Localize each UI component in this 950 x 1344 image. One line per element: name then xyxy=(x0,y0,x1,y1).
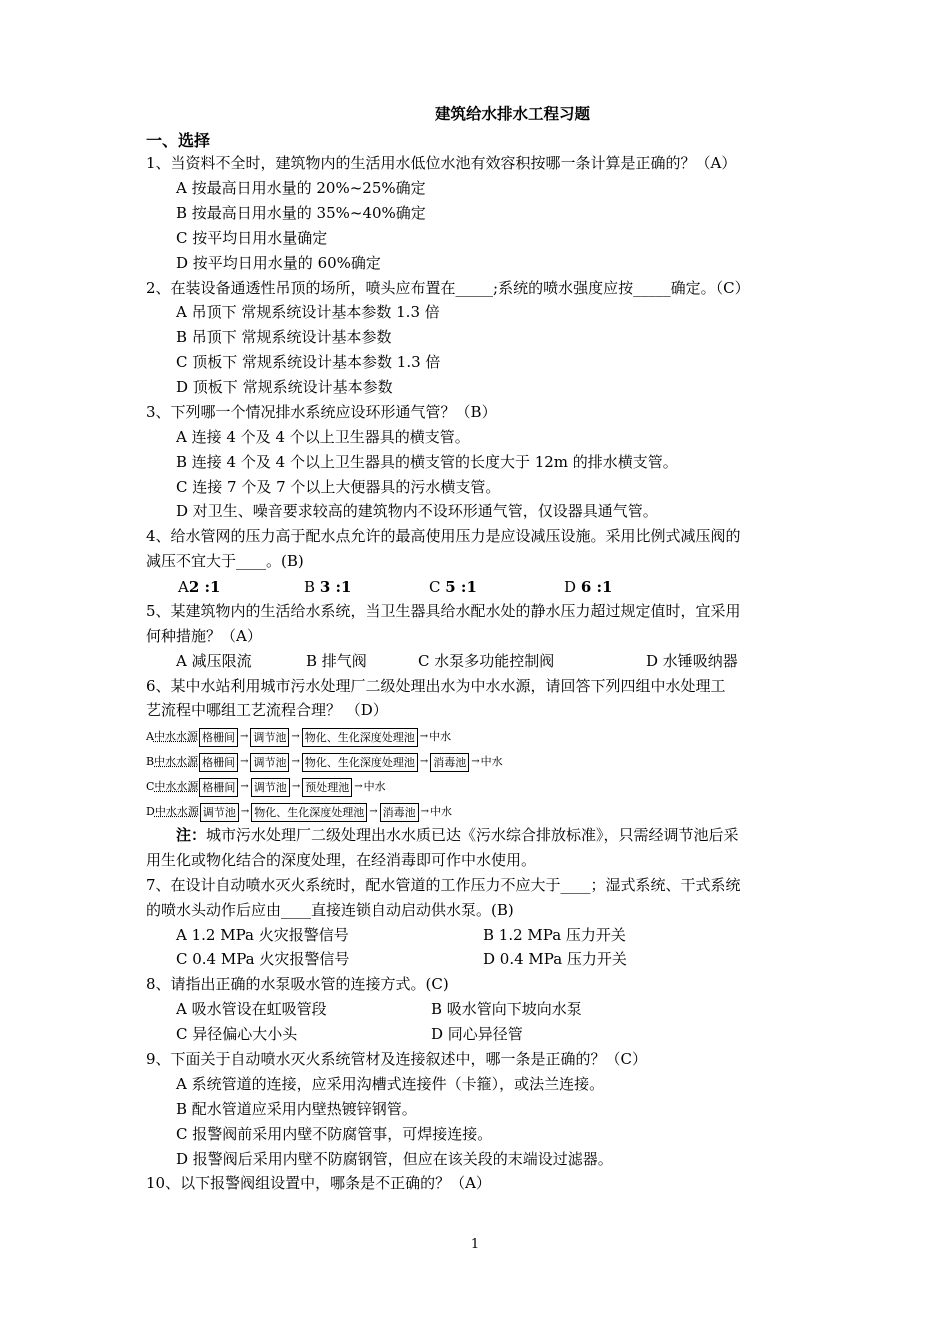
page-title: 建筑给水排水工程习题 xyxy=(434,104,590,123)
question-5-stem-line-2: 何种措施？（A） xyxy=(146,627,262,645)
flow-step: 调节池 xyxy=(250,728,289,747)
question-9-option-c: C 报警阀前采用内壁不防腐管事，可焊接连接。 xyxy=(176,1125,493,1143)
question-1-option-d: D 按平均日用水量的 60%确定 xyxy=(176,254,381,272)
question-10-stem: 10、以下报警阀组设置中，哪条是不正确的？（A） xyxy=(146,1174,491,1192)
question-2-stem: 2、在装设备通透性吊顶的场所，喷头应布置在_____;系统的喷水强度应按_____确定。（C） xyxy=(146,279,750,297)
arrow-icon: → xyxy=(419,731,429,742)
question-6-note-line-2: 用生化或物化结合的深度处理，在经消毒即可作中水使用。 xyxy=(146,851,537,869)
flow-label: A xyxy=(146,730,154,743)
arrow-icon: → xyxy=(240,756,249,767)
question-2-option-d: D 顶板下 常规系统设计基本参数 xyxy=(176,378,393,396)
question-9-option-a: A 系统管道的连接，应采用沟槽式连接件（卡箍），或法兰连接。 xyxy=(176,1075,605,1093)
flow-source: 中水水源 xyxy=(154,805,199,818)
question-2-option-b: B 吊顶下 常规系统设计基本参数 xyxy=(176,328,392,346)
question-1-option-b: B 按最高日用水量的 35%~40%确定 xyxy=(176,204,426,222)
flow-source: 中水水源 xyxy=(154,780,199,793)
flow-output: 中水 xyxy=(430,805,452,818)
section-heading: 一、选择 xyxy=(146,131,211,150)
arrow-icon: → xyxy=(419,756,429,767)
arrow-icon: → xyxy=(291,731,300,742)
flow-output: 中水 xyxy=(363,780,386,793)
flow-step: 预处理池 xyxy=(302,778,352,797)
arrow-icon: → xyxy=(291,756,300,767)
question-7-option-d: D 0.4 MPa 压力开关 xyxy=(483,950,627,968)
question-3-option-c: C 连接 7 个及 7 个以上大便器具的污水横支管。 xyxy=(176,478,501,496)
flow-output: 中水 xyxy=(480,755,503,768)
question-6-stem-line-2: 艺流程中哪组工艺流程合理？ （D） xyxy=(146,701,388,719)
question-3-option-a: A 连接 4 个及 4 个以上卫生器具的横支管。 xyxy=(176,428,470,446)
flow-step: 格栅间 xyxy=(199,728,238,747)
flow-step: 物化、生化深度处理池 xyxy=(302,728,418,747)
flow-step: 调节池 xyxy=(250,753,289,772)
question-4-option-b: B 3 :1 xyxy=(304,578,352,596)
question-1-option-c: C 按平均日用水量确定 xyxy=(176,229,328,247)
page-number: 1 xyxy=(470,1237,480,1252)
arrow-icon: → xyxy=(240,806,250,817)
arrow-icon: → xyxy=(239,731,249,742)
question-6-note-line-1 xyxy=(176,825,844,845)
flow-option-a xyxy=(146,726,451,748)
question-8-option-d: D 同心异径管 xyxy=(431,1025,523,1043)
question-7-option-c: C 0.4 MPa 火灾报警信号 xyxy=(176,950,350,968)
question-4-option-a: A2 :1 xyxy=(178,578,221,596)
question-2-option-c: C 顶板下 常规系统设计基本参数 1.3 倍 xyxy=(176,353,441,371)
question-4-option-c: C 5 :1 xyxy=(429,578,477,596)
question-1-option-a: A 按最高日用水量的 20%~25%确定 xyxy=(176,179,426,197)
flow-step: 格栅间 xyxy=(199,778,238,797)
arrow-icon: → xyxy=(420,806,429,817)
arrow-icon: → xyxy=(369,806,378,817)
question-5-option-d: D 水锤吸纳器 xyxy=(646,652,738,670)
flow-step: 消毒池 xyxy=(430,753,469,772)
flow-source: 中水水源 xyxy=(154,755,199,768)
question-3-option-b: B 连接 4 个及 4 个以上卫生器具的横支管的长度大于 12m 的排水横支管。 xyxy=(176,453,678,471)
flow-step: 消毒池 xyxy=(380,803,419,822)
question-4-stem-line-2: 减压不宜大于____。(B) xyxy=(146,552,304,570)
question-7-stem-line-2: 的喷水头动作后应由____直接连锁自动启动供水泵。(B) xyxy=(146,901,514,919)
flow-label: C xyxy=(146,780,155,793)
question-6-stem-line-1: 6、某中水站利用城市污水处理厂二级处理出水为中水水源，请回答下列四组中水处理工 xyxy=(146,677,726,695)
question-8-stem: 8、请指出正确的水泵吸水管的连接方式。(C) xyxy=(146,975,449,993)
flow-option-b xyxy=(146,751,503,773)
question-7-stem-line-1: 7、在设计自动喷水灭火系统时，配水管道的工作压力不应大于____；湿式系统、干式系统 xyxy=(146,876,741,894)
question-5-stem-line-1: 5、某建筑物内的生活给水系统，当卫生器具给水配水处的静水压力超过规定值时，宜采用 xyxy=(146,602,741,620)
flow-step: 物化、生化深度处理池 xyxy=(302,753,418,772)
flow-step: 格栅间 xyxy=(199,753,238,772)
note-text: 城市污水处理厂二级处理出水水质已达《污水综合排放标准》，只需经调节池后采 xyxy=(206,826,739,844)
question-3-option-d: D 对卫生、噪音要求较高的建筑物内不设环形通气管，仅设器具通气管。 xyxy=(176,502,658,520)
arrow-icon: → xyxy=(291,781,301,792)
flow-step: 调节池 xyxy=(200,803,239,822)
arrow-icon: → xyxy=(240,781,249,792)
flow-step: 调节池 xyxy=(251,778,290,797)
question-9-stem: 9、下面关于自动喷水灭火系统管材及连接叙述中，哪一条是正确的？（C） xyxy=(146,1050,648,1068)
question-8-option-b: B 吸水管向下坡向水泵 xyxy=(431,1000,582,1018)
flow-output: 中水 xyxy=(429,730,452,743)
question-8-option-a: A 吸水管设在虹吸管段 xyxy=(176,1000,327,1018)
arrow-icon: → xyxy=(471,756,480,767)
flow-step: 物化、生化深度处理池 xyxy=(251,803,367,822)
question-5-option-a: A 减压限流 xyxy=(176,652,252,670)
question-5-option-b: B 排气阀 xyxy=(306,652,367,670)
flow-option-c xyxy=(146,776,386,798)
flow-source: 中水水源 xyxy=(153,730,198,743)
flow-option-d xyxy=(146,801,452,823)
question-9-option-d: D 报警阀后采用内壁不防腐钢管，但应在该关段的末端设过滤器。 xyxy=(176,1150,613,1168)
question-1-stem: 1、当资料不全时，建筑物内的生活用水低位水池有效容积按哪一条计算是正确的？（A） xyxy=(146,154,737,172)
flow-label: B xyxy=(146,755,155,768)
note-label: 注： xyxy=(176,826,207,844)
question-7-option-b: B 1.2 MPa 压力开关 xyxy=(483,926,626,944)
question-3-stem: 3、下列哪一个情况排水系统应设环形通气管？（B） xyxy=(146,403,497,421)
question-4-stem-line-1: 4、给水管网的压力高于配水点允许的最高使用压力是应设减压设施。采用比例式减压阀的 xyxy=(146,527,741,545)
flow-label: D xyxy=(146,805,155,818)
question-4-option-d: D 6 :1 xyxy=(564,578,613,596)
question-8-option-c: C 异径偏心大小头 xyxy=(176,1025,298,1043)
question-9-option-b: B 配水管道应采用内壁热镀锌钢管。 xyxy=(176,1100,417,1118)
question-7-option-a: A 1.2 MPa 火灾报警信号 xyxy=(176,926,349,944)
question-5-option-c: C 水泵多功能控制阀 xyxy=(418,652,555,670)
question-2-option-a: A 吊顶下 常规系统设计基本参数 1.3 倍 xyxy=(176,303,440,321)
arrow-icon: → xyxy=(354,781,363,792)
